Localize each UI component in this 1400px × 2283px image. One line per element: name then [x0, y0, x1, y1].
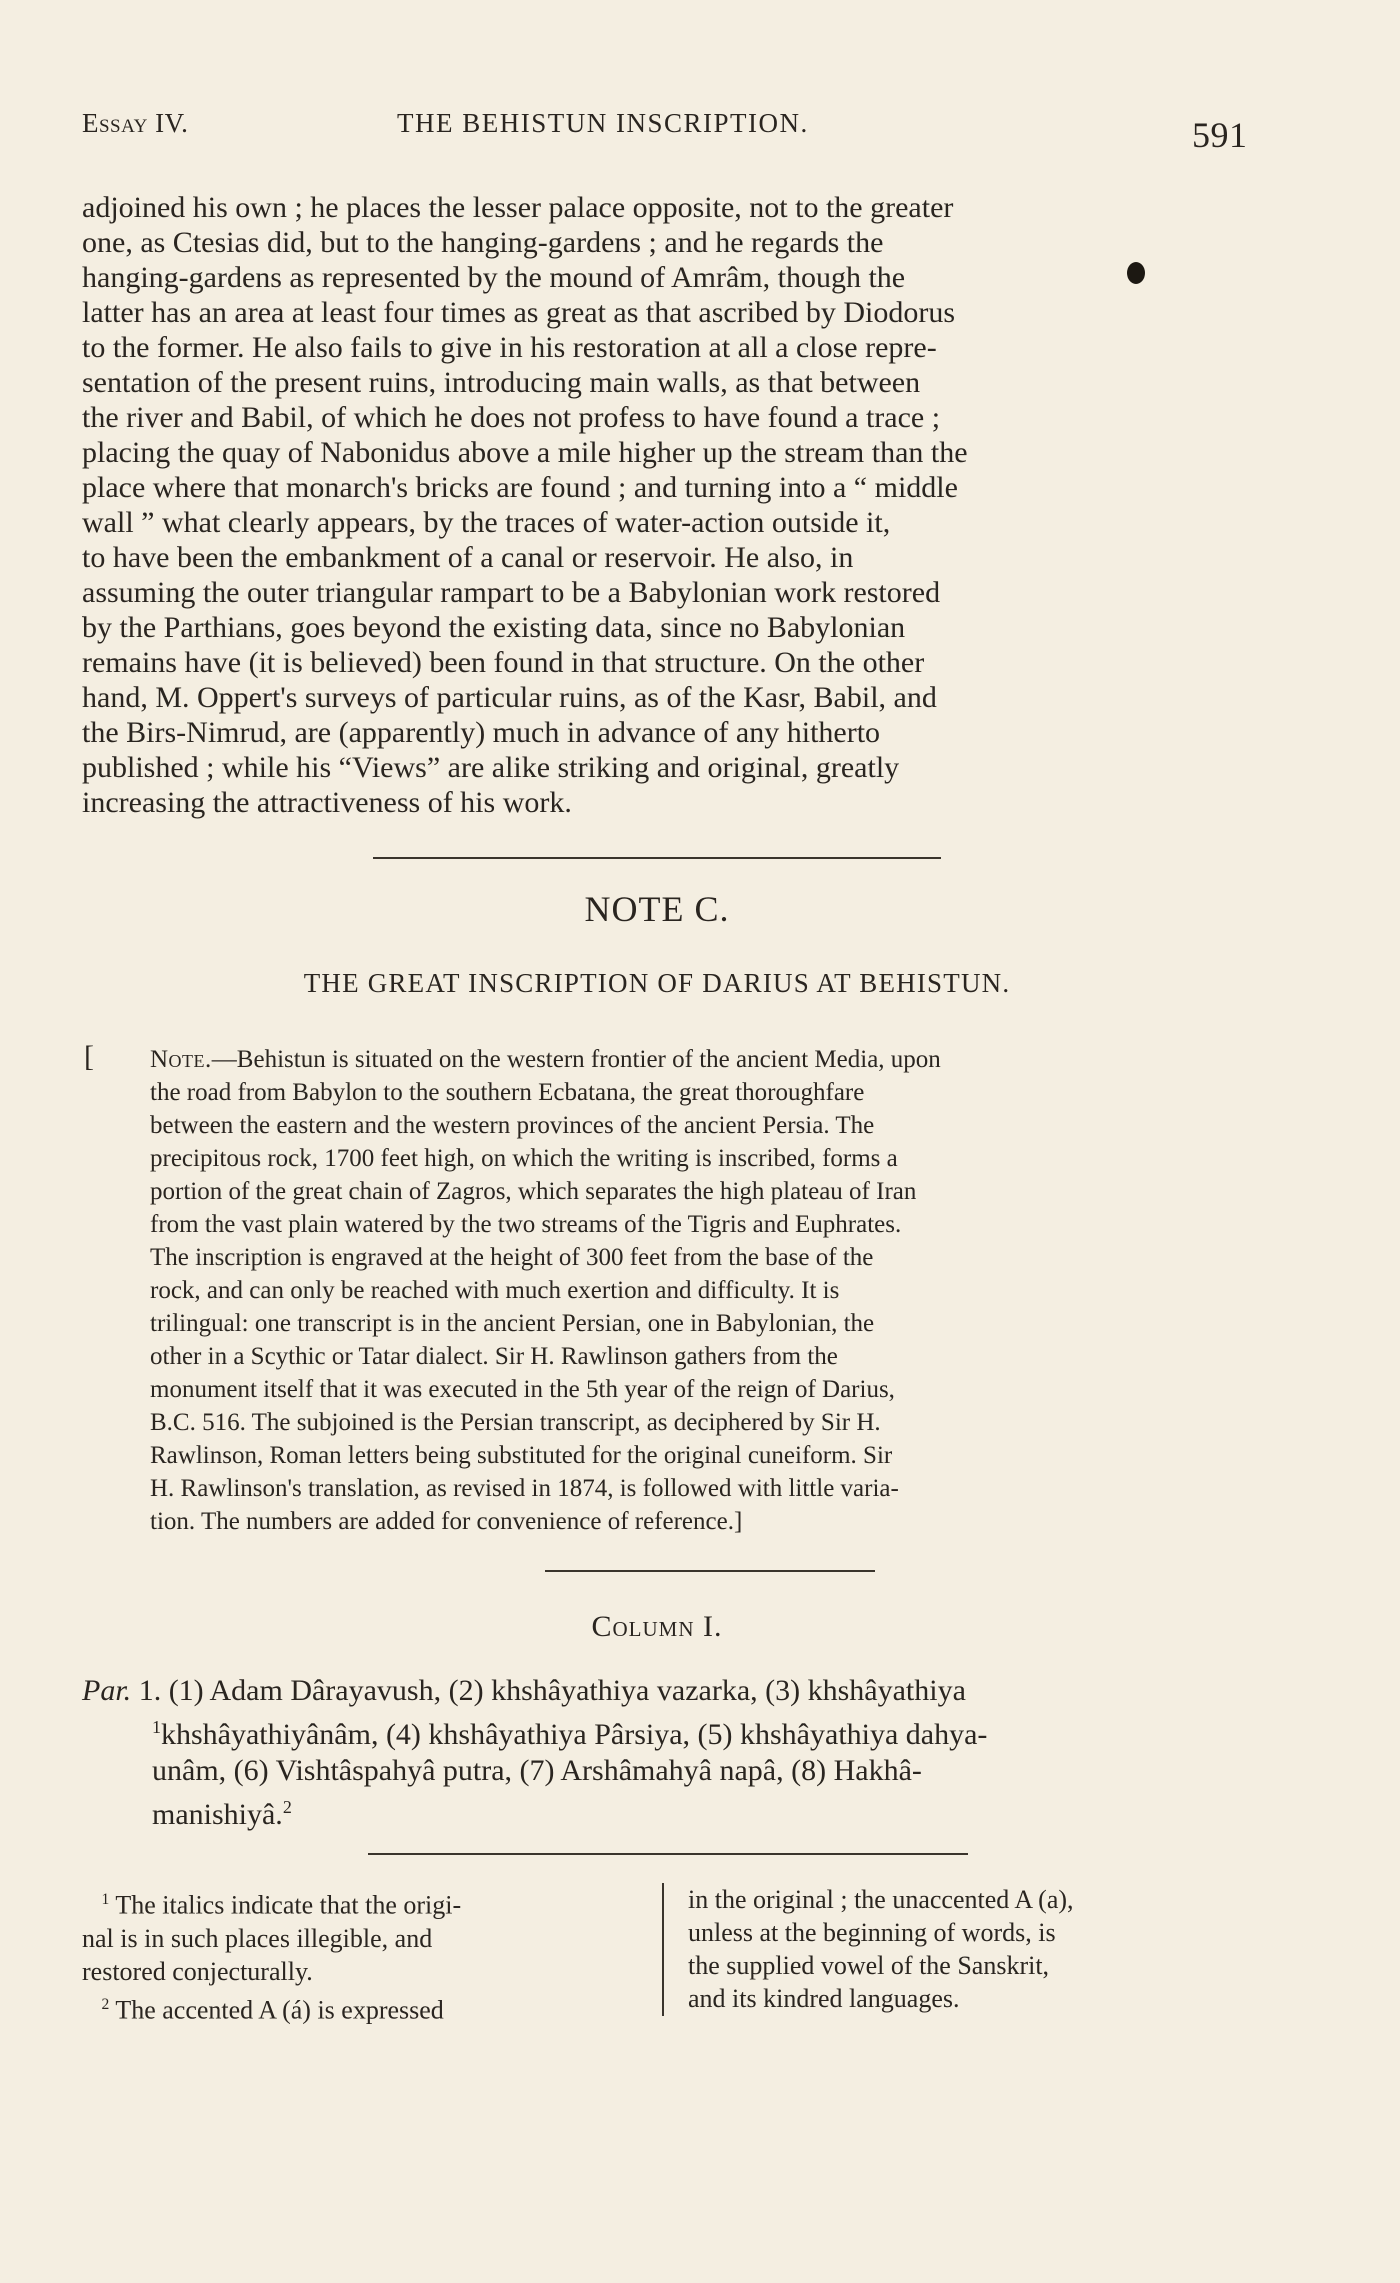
- note-line: precipitous rock, 1700 feet high, on which the writing is inscribed, forms a: [150, 1145, 898, 1172]
- note-end-divider: [545, 1570, 875, 1572]
- note-title: NOTE C.: [584, 889, 730, 929]
- body-line: adjoined his own ; he places the lesser palace opposite, not to the greater: [82, 191, 954, 224]
- body-line: the river and Babil, of which he does not profess to have found a trace ;: [82, 401, 941, 434]
- par-line: unâm, (6) Vishtâspahyâ putra, (7) Arshâmahyâ napâ, (8) Hakhâ-: [152, 1754, 922, 1787]
- par-line: [82, 1789, 1232, 1833]
- par-line: [82, 1709, 1232, 1753]
- page-number: 591: [1192, 115, 1248, 155]
- footnote-text: The accented A (á) is expressed: [115, 1995, 444, 2025]
- body-line: by the Parthians, goes beyond the existing data, since no Babylonian: [82, 611, 906, 644]
- note-line: portion of the great chain of Zagros, which separates the high plateau of Iran: [150, 1178, 917, 1205]
- body-line: published ; while his “Views” are alike striking and original, greatly: [82, 751, 900, 784]
- footnote-line: nal is in such places illegible, and: [82, 1923, 433, 1953]
- body-line: sentation of the present ruins, introducing main walls, as that between: [82, 366, 921, 399]
- note-paragraph: [150, 1043, 1235, 1538]
- body-line: place where that monarch's bricks are found ; and turning into a “ middle: [82, 471, 958, 504]
- footnote-column-divider: [662, 1883, 664, 2016]
- note-line: trilingual: one transcript is in the ancient Persian, one in Babylonian, the: [150, 1310, 875, 1337]
- body-line: remains have (it is believed) been found in that structure. On the other: [82, 646, 925, 679]
- footnote-text: The italics indicate that the origi-: [115, 1890, 462, 1920]
- note-line: rock, and can only be reached with much exertion and difficulty. It is: [150, 1277, 840, 1304]
- footnote-line: [82, 1883, 637, 1922]
- par-line-text: 1. (1) Adam Dârayavush, (2) khshâyathiya vazarka, (3) khshâyathiya: [138, 1674, 966, 1707]
- section-divider: [373, 857, 941, 859]
- footnote-line: unless at the beginning of words, is: [688, 1918, 1056, 1947]
- note-line: —Behistun is situated on the western frontier of the ancient Media, upon: [211, 1046, 941, 1073]
- footnote-column-left: [82, 1883, 637, 2026]
- note-lead-label: Note.: [150, 1046, 212, 1073]
- note-line: other in a Scythic or Tatar dialect. Sir H. Rawlinson gathers from the: [150, 1343, 838, 1370]
- body-line: latter has an area at least four times as great as that ascribed by Diodorus: [82, 296, 956, 329]
- par-line-text: khshâyathiyânâm, (4) khshâyathiya Pârsiya, (5) khshâyathiya dahya-: [161, 1718, 988, 1751]
- par-line: [82, 1673, 1232, 1709]
- column-heading: Column I.: [591, 1610, 723, 1643]
- body-line: to the former. He also fails to give in his restoration at all a close repre-: [82, 331, 937, 364]
- footnote-divider: [368, 1853, 968, 1855]
- note-line: B.C. 516. The subjoined is the Persian transcript, as deciphered by Sir H.: [150, 1409, 881, 1436]
- note-line: the road from Babylon to the southern Ecbatana, the great thoroughfare: [150, 1079, 865, 1106]
- body-line: wall ” what clearly appears, by the traces of water-action outside it,: [82, 506, 891, 539]
- ink-blot-mark: [1127, 262, 1145, 284]
- note-line: tion. The numbers are added for convenience of reference.]: [150, 1508, 743, 1535]
- essay-label: Essay IV.: [82, 108, 189, 138]
- body-line: assuming the outer triangular rampart to be a Babylonian work restored: [82, 576, 941, 609]
- body-line: placing the quay of Nabonidus above a mile higher up the stream than the: [82, 436, 968, 469]
- footnote-ref-1: 1: [152, 1717, 161, 1737]
- footnote-ref-2: 2: [282, 1797, 292, 1817]
- footnote-line: the supplied vowel of the Sanskrit,: [688, 1951, 1050, 1980]
- body-line: to have been the embankment of a canal or reservoir. He also, in: [82, 541, 854, 574]
- note-line: Rawlinson, Roman letters being substituted for the original cuneiform. Sir: [150, 1442, 893, 1469]
- body-line: one, as Ctesias did, but to the hanging-gardens ; and he regards the: [82, 226, 884, 259]
- note-line: from the vast plain watered by the two streams of the Tigris and Euphrates.: [150, 1211, 902, 1238]
- body-line: hand, M. Oppert's surveys of particular ruins, as of the Kasr, Babil, and: [82, 681, 937, 714]
- body-line: increasing the attractiveness of his work.: [82, 786, 572, 819]
- footnote-line: restored conjecturally.: [82, 1956, 313, 1986]
- note-line: H. Rawlinson's translation, as revised in 1874, is followed with little varia-: [150, 1475, 899, 1502]
- par-label: Par.: [82, 1674, 132, 1707]
- footnote-marker: 1: [101, 1891, 110, 1908]
- note-line: The inscription is engraved at the height of 300 feet from the base of the: [150, 1244, 874, 1271]
- body-paragraph: [82, 190, 1232, 820]
- footnote-column-right: [688, 1883, 1236, 2015]
- note-line: monument itself that it was executed in the 5th year of the reign of Darius,: [150, 1376, 895, 1403]
- note-open-bracket: [: [84, 1040, 94, 1073]
- note-line-first: [150, 1043, 1235, 1076]
- running-header: [82, 108, 1248, 155]
- body-line: the Birs-Nimrud, are (apparently) much in advance of any hitherto: [82, 716, 881, 749]
- footnote-line: and its kindred languages.: [688, 1984, 960, 2013]
- running-title: THE BEHISTUN INSCRIPTION.: [397, 108, 809, 138]
- body-line: hanging-gardens as represented by the mound of Amrâm, though the: [82, 261, 906, 294]
- par-line-text: manishiyâ.: [152, 1798, 283, 1831]
- paragraph-1: [82, 1673, 1232, 1833]
- note-line: between the eastern and the western provinces of the ancient Persia. The: [150, 1112, 875, 1139]
- footnote-line: [82, 1988, 637, 2027]
- footnote-line: in the original ; the unaccented A (a),: [688, 1885, 1074, 1914]
- note-subtitle: THE GREAT INSCRIPTION OF DARIUS AT BEHISTUN.: [303, 968, 1011, 998]
- footnote-marker: 2: [101, 1995, 110, 2013]
